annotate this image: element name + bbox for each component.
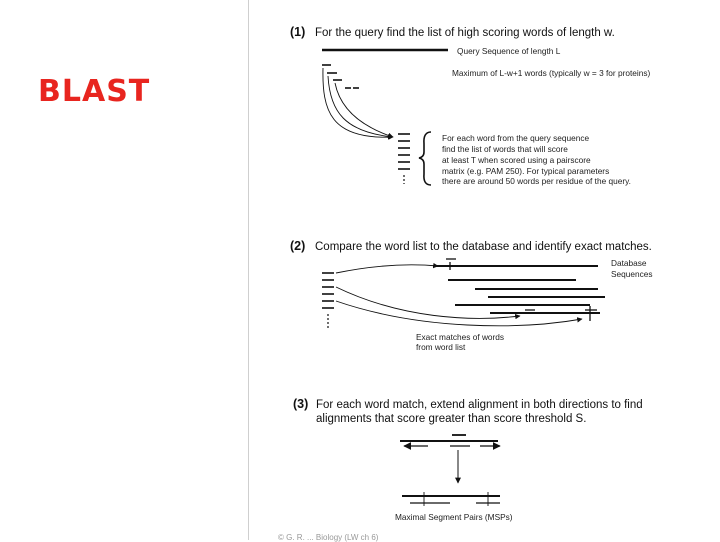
word-to-database-arrows [336,265,582,326]
slide-title: BLAST [38,74,151,109]
exact-matches-label-line-2: from word list [416,342,466,352]
step2-number: (2) [290,239,306,253]
db-arrow-1 [336,265,438,273]
explanation-line-4: matrix (e.g. PAM 250). For typical parameters [442,166,610,176]
word-list-stack-2 [322,273,334,328]
step1-explanation [442,133,631,186]
msp-label: Maximal Segment Pairs (MSPs) [395,512,513,522]
word-list-stack [398,134,410,184]
database-sequences [433,266,605,313]
exact-matches-label-line-1: Exact matches of words [416,332,505,342]
word-count-label: Maximum of L-w+1 words (typically w = 3 for proteins) [452,68,651,78]
msp-result [402,492,500,506]
explanation-line-1: For each word from the query sequence [442,133,590,143]
step3-text-line-2: alignments that score greater than score threshold S. [316,413,587,425]
word-to-list-arrows [323,68,393,137]
step2-heading [290,239,652,253]
step1-heading [290,25,615,39]
word-arrow-2 [328,76,393,137]
query-word-segments [322,65,359,88]
word-list-brace [419,132,431,185]
step2-text: Compare the word list to the database and identify exact matches. [315,241,652,253]
explanation-line-3: at least T when scored using a pairscore [442,155,591,165]
step3-heading [293,397,643,425]
step3-number: (3) [293,397,309,411]
database-label-line-1: Database [611,258,647,268]
page-footer: © G. R. ... Biology (LW ch 6) [278,533,379,542]
step1-text: For the query find the list of high scoring words of length w. [315,27,615,39]
step1-number: (1) [290,25,306,39]
explanation-line-5: there are around 50 words per residue of the query. [442,176,631,186]
step3-text-line-1: For each word match, extend alignment in both directions to find [316,399,643,411]
explanation-line-2: find the list of words that will score [442,144,568,154]
word-arrow-3 [335,83,393,137]
query-sequence-label: Query Sequence of length L [457,46,561,56]
database-label-line-2: Sequences [611,269,653,279]
